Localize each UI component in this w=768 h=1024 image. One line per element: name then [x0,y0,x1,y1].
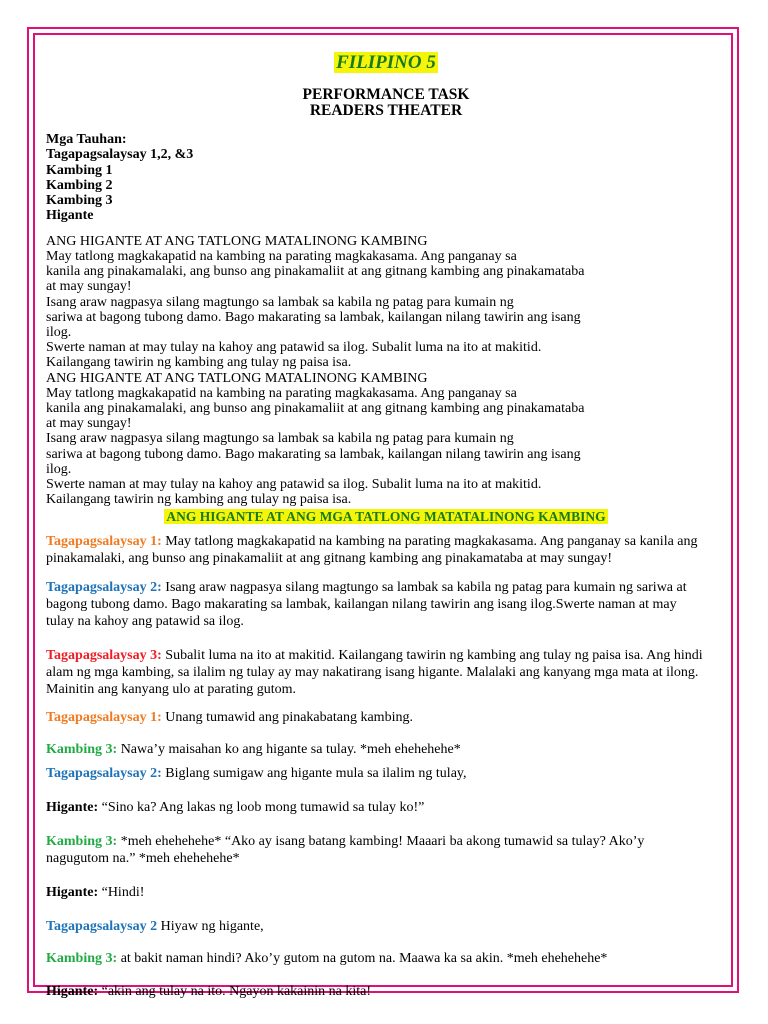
story-line: Kailangang tawirin ng kambing ang tulay ng paisa isa. [46,355,352,371]
story-line: ilog. [46,461,72,477]
dialogue-text: “akin ang tulay na ito. Ngayon kakainin na kita! [101,984,372,1000]
document-content [46,50,726,1000]
dialogue-line [46,579,708,630]
dialogue-text: “Hindi! [101,885,145,901]
cast-member: Tagapagsalaysay 1,2, &3 [46,147,194,163]
dialogue-line [46,950,708,967]
dialogue-line [46,983,708,1000]
story-line: sariwa at bagong tubong damo. Bago makarating sa lambak, kailangan nilang tawirin ang isang [46,309,581,325]
story-line: at may sungay! [46,279,132,295]
story-line: ilog. [46,325,72,340]
speaker-label: Tagapagsalaysay 1: [46,710,162,726]
speaker-label: Kambing 3: [46,951,118,967]
subtitle [46,87,726,119]
dialogue-text: at bakit naman hindi? Ako’y gutom na gutom na. Maawa ka sa akin. *meh ehehehehe* [120,951,608,967]
story-line: kanila ang pinakamalaki, ang bunso ang pinakamaliit at ang gitnang kambing ang pinakamataba [46,264,585,280]
story-line: Isang araw nagpasya silang magtungo sa lambak sa kabila ng patag para kumain ng [46,431,514,447]
main-heading [46,508,726,525]
story-line: May tatlong magkakapatid na kambing na parating magkakasama. Ang panganay sa [46,385,517,401]
cast-list [46,132,726,224]
subtitle-line: READERS THEATER [309,102,463,119]
dialogue-line [46,533,708,567]
speaker-label: Tagapagsalaysay 2: [46,766,162,782]
story-line: at may sungay! [46,416,132,432]
cast-member: Kambing 3 [46,193,113,209]
dialogue-text: Biglang sumigaw ang higante mula sa ilalim ng tulay, [165,766,467,782]
cast-member: Kambing 1 [46,162,113,178]
dialogue-line [46,741,708,758]
dialogue-text: Subalit luma na ito at makitid. Kailangang tawirin ng kambing ang tulay ng paisa isa. Ang hindi alam ng mga kambing, sa ilalim ng tulay ay may nakatirang isang higante. Malalaki ang kanyang mga mata at ilong. Mainitin ang kanyang ulo at parating gutom. [46,648,703,698]
dialogue-text: “Sino ka? Ang lakas ng loob mong tumawid sa tulay ko!” [101,800,425,816]
dialogue-line [46,647,708,698]
cast-member: Higante [46,208,94,224]
story-line: Swerte naman at may tulay na kahoy ang patawid sa ilog. Subalit luma na ito at makitid. [46,340,542,356]
speaker-label: Kambing 3: [46,742,118,758]
speaker-label: Kambing 3: [46,834,118,850]
document-title [46,50,726,78]
dialogue-text: Unang tumawid ang pinakabatang kambing. [165,710,413,726]
story-line: May tatlong magkakapatid na kambing na parating magkakasama. Ang panganay sa [46,248,517,264]
dialogue-text: Hiyaw ng higante, [160,919,264,935]
speaker-label: Higante: [46,885,99,901]
speaker-label: Higante: [46,800,99,816]
subtitle-line: PERFORMANCE TASK [302,86,470,103]
story-line: sariwa at bagong tubong damo. Bago makarating sa lambak, kailangan nilang tawirin ang isang [46,446,581,462]
main-heading-text: ANG HIGANTE AT ANG MGA TATLONG MATATALINONG KAMBING [166,509,606,525]
story-line: Swerte naman at may tulay na kahoy ang patawid sa ilog. Subalit luma na ito at makitid. [46,477,542,493]
speaker-label: Tagapagsalaysay 2: [46,580,162,596]
dialogue-line [46,918,708,935]
cast-heading: Mga Tauhan: [46,132,127,147]
story-line: kanila ang pinakamalaki, ang bunso ang pinakamaliit at ang gitnang kambing ang pinakamataba [46,401,585,417]
dialogue-text: May tatlong magkakapatid na kambing na parating magkakasama. Ang panganay sa kanila ang pinakamalaki, ang bunso ang pinakamaliit at ang gitnang kambing ang pinakamataba at may sungay! [46,534,698,567]
dialogue-line [46,884,708,901]
story-heading: ANG HIGANTE AT ANG TATLONG MATALINONG KAMBING [46,233,428,249]
dialogue-text: *meh ehehehehe* “Ako ay isang batang kambing! Maaari ba akong tumawid sa tulay? Ako’y nagugutom na.” *meh ehehehehe* [46,834,645,867]
story-line: Isang araw nagpasya silang magtungo sa lambak sa kabila ng patag para kumain ng [46,294,514,310]
story-heading: ANG HIGANTE AT ANG TATLONG MATALINONG KAMBING [46,370,428,386]
dialogue-section [46,533,726,1000]
speaker-label: Tagapagsalaysay 3: [46,648,162,664]
speaker-label: Higante: [46,984,99,1000]
story-text [46,234,726,508]
title-text: FILIPINO 5 [336,52,436,73]
dialogue-line [46,765,708,782]
dialogue-line [46,833,708,867]
dialogue-text: Isang araw nagpasya silang magtungo sa lambak sa kabila ng patag para kumain ng sariwa at bagong tubong damo. Bago makarating sa lambak, kailangan nilang tawirin ang isang ilog.Swerte naman at may tulay na kahoy ang patawid sa ilog. [46,580,687,630]
speaker-label: Tagapagsalaysay 2 [46,919,158,935]
dialogue-line [46,709,708,726]
story-line: Kailangang tawirin ng kambing ang tulay ng paisa isa. [46,492,352,508]
speaker-label: Tagapagsalaysay 1: [46,534,162,550]
dialogue-line [46,799,708,816]
cast-member: Kambing 2 [46,177,113,193]
dialogue-text: Nawa’y maisahan ko ang higante sa tulay. *meh ehehehehe* [120,742,461,758]
